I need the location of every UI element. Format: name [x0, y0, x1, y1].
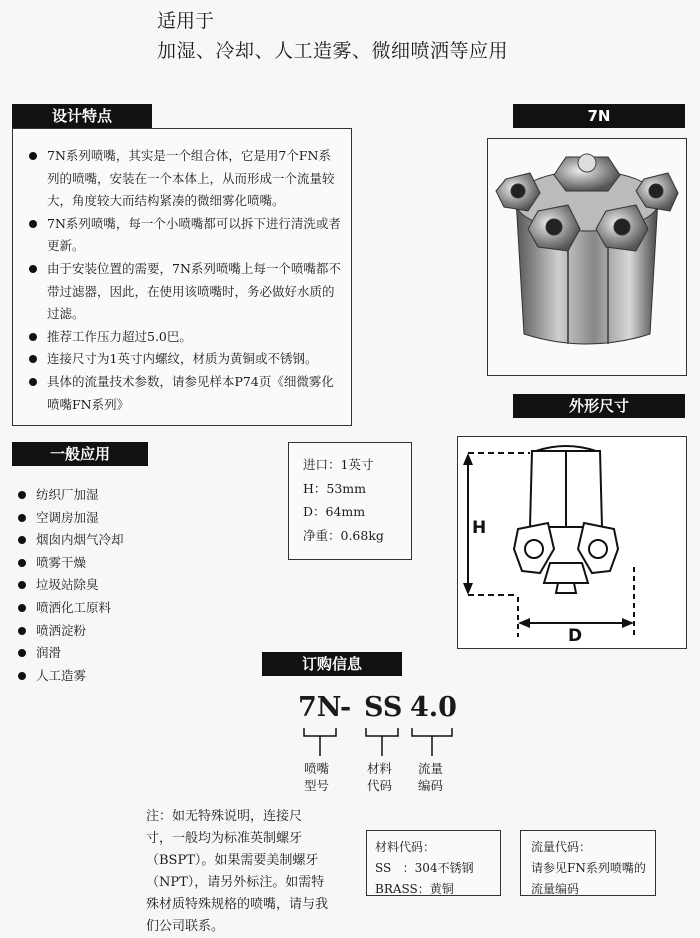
design-features-list — [25, 145, 341, 416]
list-item: 空调房加湿 — [14, 507, 234, 530]
list-item: 喷雾干燥 — [14, 552, 234, 575]
code-bracket-lines — [300, 726, 460, 760]
material-codes-title: 材料代码： — [375, 840, 436, 854]
spec-height: H：53mm — [303, 480, 367, 496]
spec-inlet: 进口：1英寸 — [303, 457, 374, 472]
list-item: 人工造雾 — [14, 665, 234, 688]
list-item: 7N系列喷嘴，其实是一个组合体，它是用7个FN系列的喷嘴，安装在一个本体上，从而形成一个流量较大，角度较大而结构紧凑的微细雾化喷嘴。 — [25, 145, 341, 213]
dimension-drawing — [458, 437, 686, 648]
label-flow: 流量 编码 — [418, 761, 444, 793]
list-item: 连接尺寸为1英寸内螺纹，材质为黄铜或不锈钢。 — [25, 348, 341, 371]
list-item: 7N系列喷嘴，每一个小喷嘴都可以拆下进行清洗或者更新。 — [25, 213, 341, 258]
flow-codes-line1: 请参见FN系列喷嘴的 — [531, 861, 646, 875]
flow-codes-box — [520, 830, 656, 896]
list-item: 润滑 — [14, 642, 234, 665]
spec-weight: 净重：0.68kg — [303, 527, 384, 543]
flow-codes-title: 流量代码： — [531, 840, 592, 854]
nozzle-photo-frame — [487, 138, 687, 376]
ordering-title: 订购信息 — [262, 652, 402, 676]
applicable-heading: 适用于 — [157, 10, 215, 32]
code-material: SS — [364, 692, 403, 723]
photo-title: 7N — [513, 104, 685, 128]
design-features-box — [12, 128, 352, 426]
dimension-drawing-frame — [457, 436, 687, 649]
spec-box — [288, 442, 412, 560]
nozzle-photo — [488, 139, 686, 375]
general-applications-list — [14, 484, 234, 687]
code-dash: - — [340, 692, 352, 723]
note-text: 注：如无特殊说明，连接尺 寸，一般均为标准英制螺牙 （BSPT）。如果需要美制螺牙 （NPT），请另外标注。如需特 殊材质特殊规格的喷嘴，请与我 们公司联系。 — [146, 809, 329, 934]
list-item: 烟囱内烟气冷却 — [14, 529, 234, 552]
label-material: 材料 代码 — [367, 761, 393, 793]
label-model: 喷嘴 型号 — [304, 761, 330, 793]
code-flow: 4.0 — [410, 692, 457, 723]
dimensions-title: 外形尺寸 — [513, 394, 685, 418]
material-code-ss: SS ：304不锈钢 — [375, 861, 474, 875]
design-features-title: 设计特点 — [12, 104, 152, 128]
list-item: 纺织厂加湿 — [14, 484, 234, 507]
spec-diameter: D：64mm — [303, 504, 366, 519]
material-code-brass: BRASS：黄铜 — [375, 882, 454, 896]
diameter-label: D — [568, 626, 583, 646]
list-item: 垃圾站除臭 — [14, 574, 234, 597]
material-codes-box — [366, 830, 501, 896]
list-item: 由于安装位置的需要，7N系列喷嘴上每一个喷嘴都不带过滤器，因此，在使用该喷嘴时，务必做好水质的过滤。 — [25, 258, 341, 326]
list-item: 具体的流量技术参数，请参见样本P74页《细微雾化喷嘴FN系列》 — [25, 371, 341, 416]
applications-heading: 加湿、冷却、人工造雾、微细喷洒等应用 — [157, 40, 509, 62]
height-label: H — [472, 518, 487, 538]
flow-codes-line2: 流量编码 — [531, 882, 580, 896]
list-item: 喷洒淀粉 — [14, 620, 234, 643]
list-item: 喷洒化工原料 — [14, 597, 234, 620]
general-applications-title: 一般应用 — [12, 442, 148, 466]
code-model: 7N — [298, 692, 342, 723]
list-item: 推荐工作压力超过5.0巴。 — [25, 326, 341, 349]
